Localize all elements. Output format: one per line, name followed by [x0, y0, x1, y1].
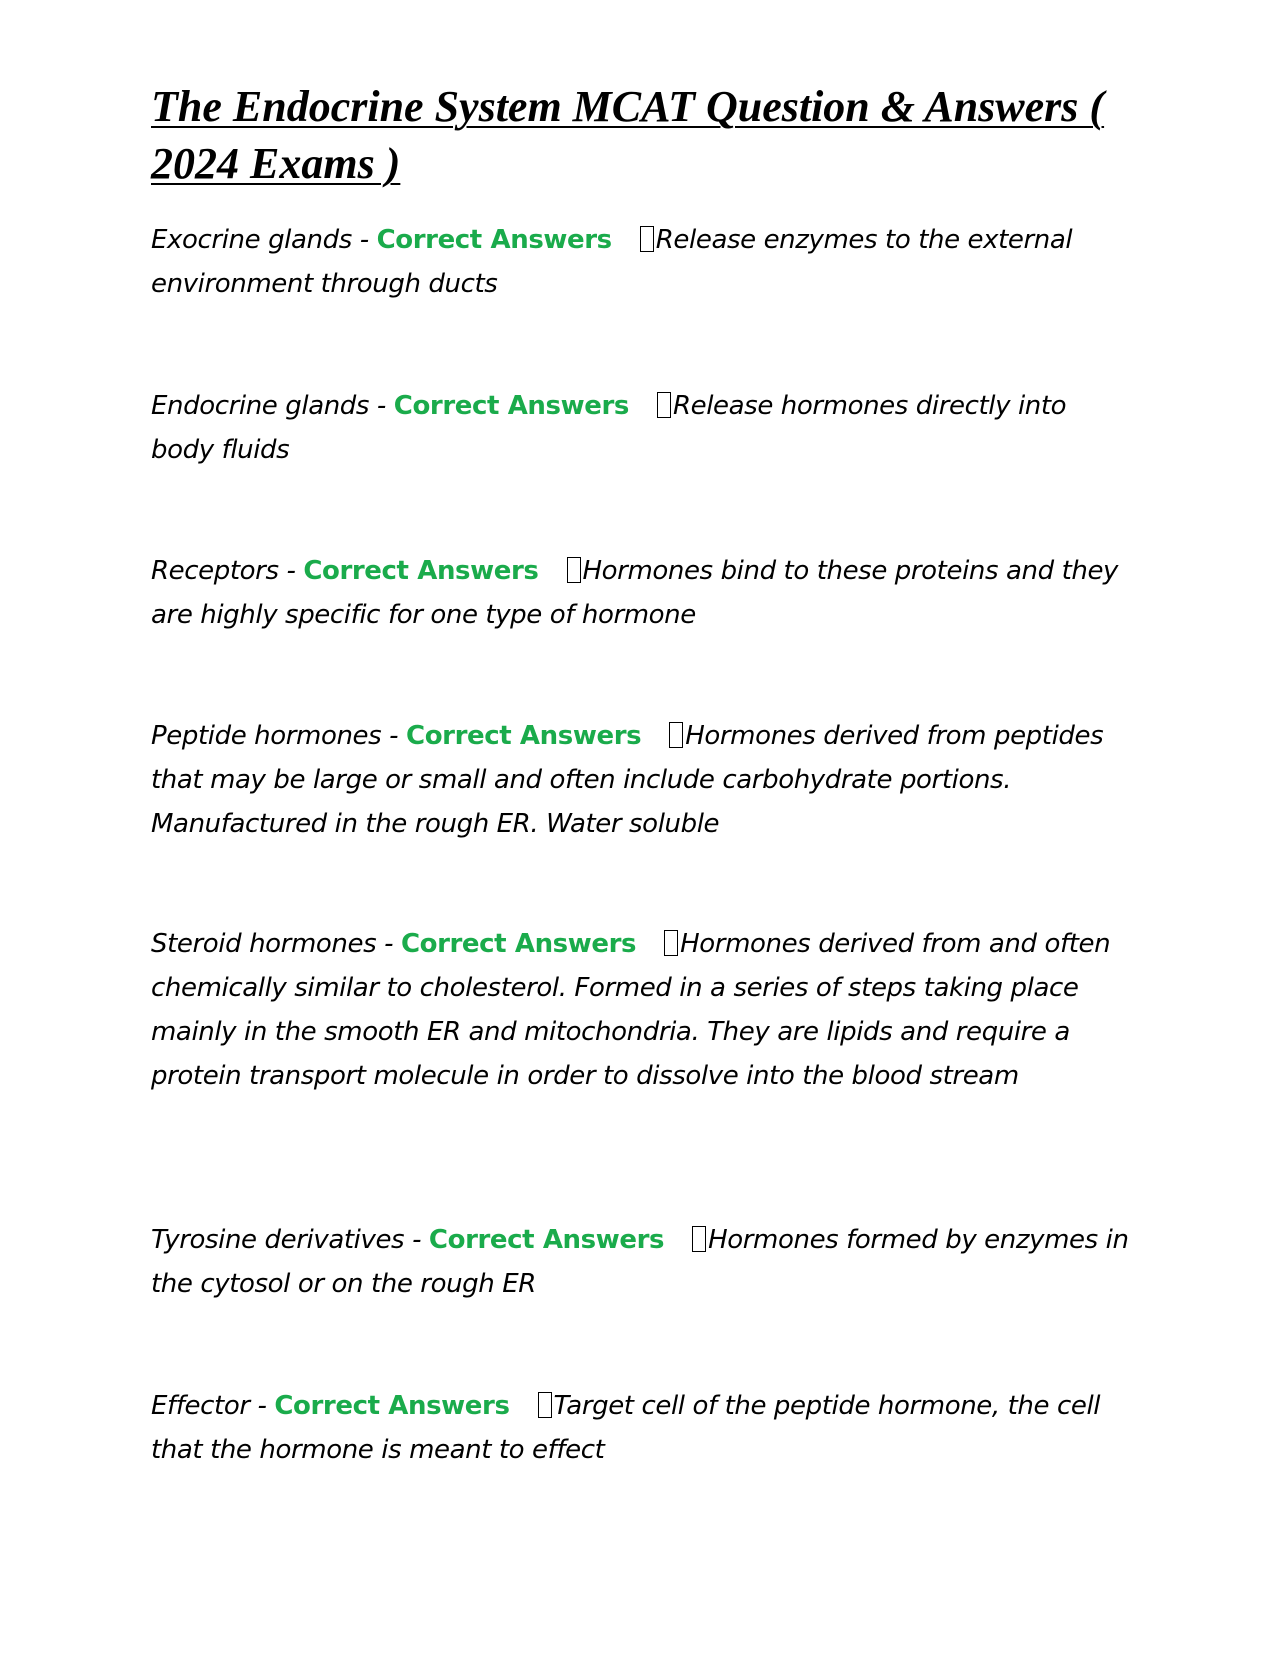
answer-text: Hormones bind to these proteins and they are highly specific for one type of hormone [151, 556, 1119, 630]
qa-entry-receptors [151, 549, 1131, 637]
answer-text: Release enzymes to the external environment through ducts [151, 225, 1073, 299]
missing-glyph-box-icon [692, 1226, 706, 1252]
correct-answers-label: Correct Answers [400, 929, 637, 959]
qa-entry-exocrine-glands [151, 218, 1131, 306]
correct-answers-label: Correct Answers [274, 1391, 510, 1421]
term: Endocrine glands [151, 391, 370, 421]
term: Steroid hormones [151, 929, 377, 959]
correct-answers-label: Correct Answers [406, 721, 642, 751]
document-title: The Endocrine System MCAT Question & Answers ( 2024 Exams ) [151, 82, 1105, 188]
term: Receptors [151, 556, 279, 586]
term: Tyrosine derivatives [151, 1225, 405, 1255]
missing-glyph-box-icon [538, 1392, 552, 1418]
answer-text: Hormones derived from peptides that may be large or small and often include carbohydrate portions. Manufactured in the rough ER. Water soluble [151, 721, 1104, 839]
separator: - [381, 721, 407, 751]
correct-answers-label: Correct Answers [303, 556, 539, 586]
qa-entry-endocrine-glands [151, 384, 1131, 472]
answer-text: Hormones derived from and often chemically similar to cholesterol. Formed in a series of steps taking place mainly in the smooth ER and mitochondria. They are lipids and require a protein transport molecule in order to dissolve into the blood stream [151, 929, 1111, 1091]
answer-text: Target cell of the peptide hormone, the cell that the hormone is meant to effect [151, 1391, 1101, 1465]
qa-entry-effector [151, 1384, 1131, 1472]
answer-text: Release hormones directly into body fluids [151, 391, 1067, 465]
missing-glyph-box-icon [567, 557, 581, 583]
correct-answers-label: Correct Answers [428, 1225, 665, 1255]
qa-entry-steroid-hormones [151, 922, 1131, 1098]
separator: - [404, 1225, 429, 1255]
qa-entry-peptide-hormones [151, 714, 1131, 846]
missing-glyph-box-icon [640, 226, 654, 252]
missing-glyph-box-icon [664, 930, 678, 956]
separator: - [376, 929, 401, 959]
correct-answers-label: Correct Answers [393, 391, 629, 421]
correct-answers-label: Correct Answers [376, 225, 612, 255]
missing-glyph-box-icon [669, 722, 683, 748]
separator: - [278, 556, 304, 586]
separator: - [351, 225, 377, 255]
separator: - [369, 391, 394, 421]
term: Effector [151, 1391, 250, 1421]
answer-text: Hormones formed by enzymes in the cytosol or on the rough ER [151, 1225, 1129, 1299]
term: Exocrine glands [151, 225, 352, 255]
missing-glyph-box-icon [657, 392, 671, 418]
term: Peptide hormones [151, 721, 382, 751]
qa-entry-tyrosine-derivatives [151, 1218, 1131, 1306]
separator: - [249, 1391, 275, 1421]
